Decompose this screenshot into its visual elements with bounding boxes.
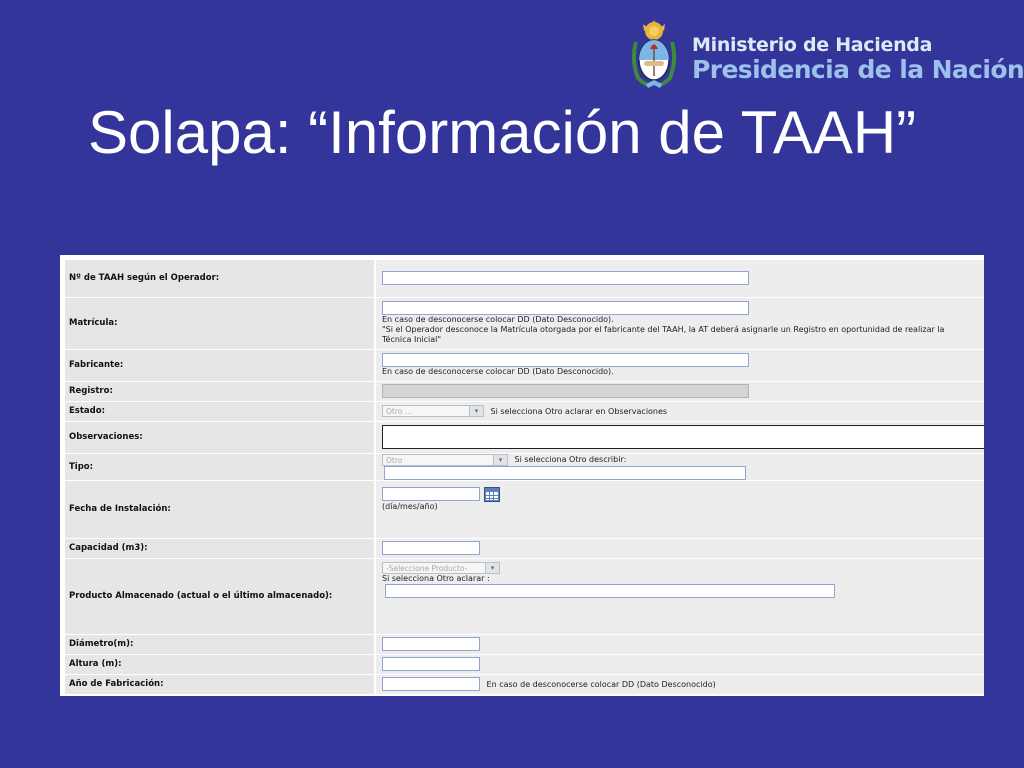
chevron-down-icon: ▾ bbox=[485, 563, 499, 573]
anio-label: Año de Fabricación: bbox=[65, 674, 375, 694]
form-row-registro bbox=[65, 381, 984, 401]
form-row-capacidad bbox=[65, 538, 984, 558]
matricula-note-tecnica: Técnica Inicial" bbox=[382, 335, 442, 344]
estado-select[interactable] bbox=[382, 405, 484, 417]
tipo-label: Tipo: bbox=[65, 453, 375, 480]
observaciones-textarea[interactable] bbox=[382, 425, 984, 449]
tipo-otro-input[interactable] bbox=[384, 466, 746, 480]
taah-form bbox=[65, 260, 984, 695]
form-row-observaciones bbox=[65, 421, 984, 453]
fabricante-note: En caso de desconocerse colocar DD (Dato Desconocido). bbox=[382, 367, 614, 376]
ministry-logo bbox=[630, 20, 1024, 92]
diametro-label: Diámetro(m): bbox=[65, 634, 375, 654]
producto-otro-input[interactable] bbox=[385, 584, 835, 598]
fecha-label: Fecha de Instalación: bbox=[65, 480, 375, 538]
matricula-input[interactable] bbox=[382, 301, 749, 315]
producto-label: Producto Almacenado (actual o el último almacenado): bbox=[65, 558, 375, 634]
estado-hint: Si selecciona Otro aclarar en Observaciones bbox=[490, 406, 668, 416]
form-row-matricula bbox=[65, 297, 984, 349]
altura-input[interactable] bbox=[382, 657, 480, 671]
calendar-icon[interactable] bbox=[484, 487, 500, 502]
argentine-coat-of-arms-icon bbox=[630, 20, 678, 90]
fabricante-input[interactable] bbox=[382, 353, 749, 367]
form-row-nro-taah bbox=[65, 260, 984, 297]
observaciones-label: Observaciones: bbox=[65, 421, 375, 453]
form-row-diametro bbox=[65, 634, 984, 654]
page-title: Solapa: “Información de TAAH” bbox=[88, 99, 917, 166]
chevron-down-icon: ▾ bbox=[469, 406, 483, 416]
producto-select[interactable] bbox=[382, 562, 500, 574]
registro-input-disabled bbox=[382, 384, 749, 398]
anio-hint: En caso de desconocerse colocar DD (Dato Desconocido) bbox=[486, 679, 716, 689]
estado-label: Estado: bbox=[65, 401, 375, 421]
taah-form-panel bbox=[60, 255, 984, 696]
nro-taah-label: Nº de TAAH según el Operador: bbox=[65, 260, 375, 297]
form-row-altura bbox=[65, 654, 984, 674]
tipo-selected-value: Otro bbox=[386, 455, 403, 465]
tipo-select[interactable] bbox=[382, 454, 508, 466]
matricula-note-registro: "Si el Operador desconoce la Matrícula otorgada por el fabricante del TAAH, la AT deberá asignarle un Registro en oportunidad de realizar la bbox=[382, 325, 945, 334]
matricula-note-dd: En caso de desconocerse colocar DD (Dato Desconocido). bbox=[382, 315, 614, 324]
producto-hint: Si selecciona Otro aclarar : bbox=[382, 573, 490, 583]
nro-taah-input[interactable] bbox=[382, 271, 749, 285]
fabricante-label: Fabricante: bbox=[65, 349, 375, 381]
fecha-input[interactable] bbox=[382, 487, 480, 501]
form-row-fecha bbox=[65, 480, 984, 538]
capacidad-label: Capacidad (m3): bbox=[65, 538, 375, 558]
anio-input[interactable] bbox=[382, 677, 480, 691]
estado-selected-value: Otro ... bbox=[386, 407, 412, 416]
altura-label: Altura (m): bbox=[65, 654, 375, 674]
form-row-fabricante bbox=[65, 349, 984, 381]
form-row-anio bbox=[65, 674, 984, 694]
chevron-down-icon: ▾ bbox=[493, 455, 507, 465]
form-row-tipo bbox=[65, 453, 984, 480]
form-row-producto bbox=[65, 558, 984, 634]
presidency-name: Presidencia de la Nación bbox=[692, 55, 1024, 84]
registro-label: Registro: bbox=[65, 381, 375, 401]
form-row-estado bbox=[65, 401, 984, 421]
ministry-name: Ministerio de Hacienda bbox=[692, 34, 933, 56]
diametro-input[interactable] bbox=[382, 637, 480, 651]
matricula-label: Matrícula: bbox=[65, 297, 375, 349]
capacidad-input[interactable] bbox=[382, 541, 480, 555]
fecha-format: (día/mes/año) bbox=[382, 501, 438, 511]
producto-selected-value: -Seleccione Producto- bbox=[386, 563, 468, 573]
tipo-hint: Si selecciona Otro describir: bbox=[514, 455, 627, 464]
